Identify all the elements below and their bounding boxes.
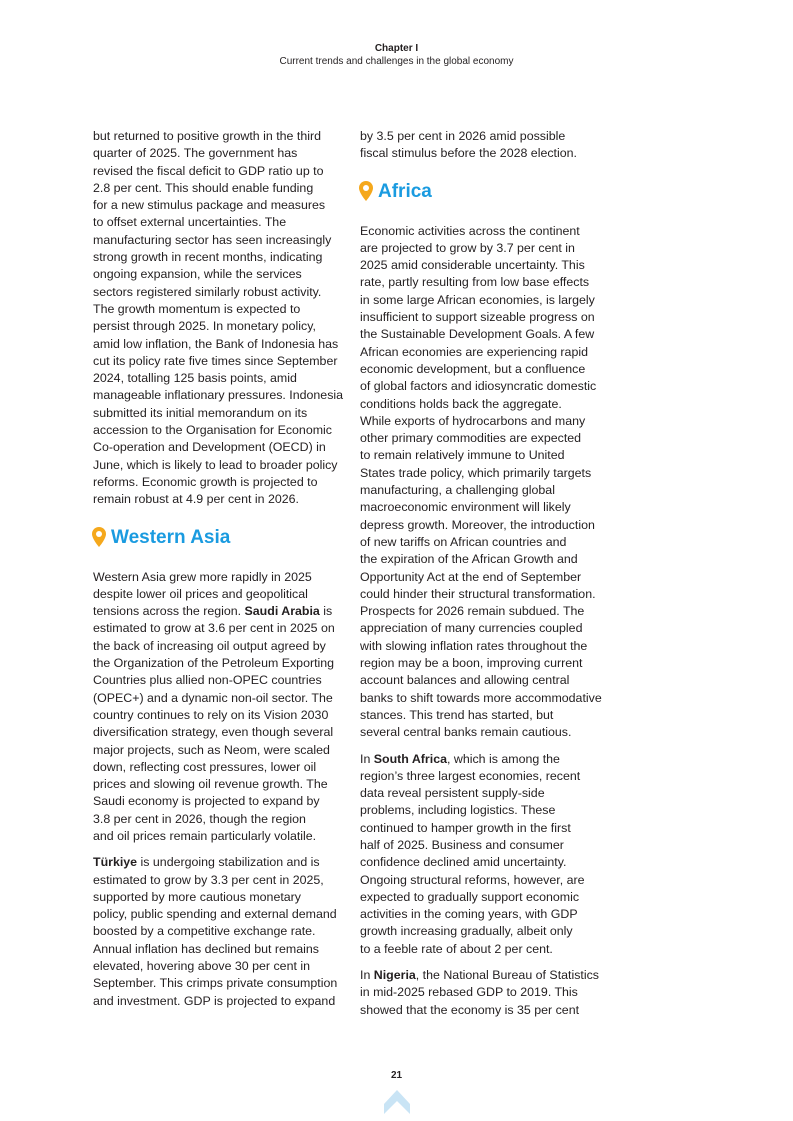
back-to-top-arrow-icon[interactable] [384,1090,410,1114]
running-header [0,42,793,68]
text: Western Asia grew more rapidly in 2025 despite lower oil prices and geopolitical tensions across the region. [93,569,312,619]
bold-country: Saudi Arabia [244,604,320,619]
text: is undergoing stabilization and is estimated to grow by 3.3 per cent in 2025, supported by more cautious monetary policy, public spending and external demand boosted by a competitive exchange rate. Annual inflation has declined but remains elevated, hovering above 30 per cent in September. This crimps private consumption and investment. GDP is projected to expand [93,855,338,1008]
right-column [360,128,630,1028]
text: , which is among the region’s three largest economies, recent data reveal persistent supply-side problems, including logistics. These continued to hamper growth in the first half of 2025. Business and consumer confidence declined amid uncertainty. Ongoing structural reforms, however, are expected to gradually support economic activities in the coming years, with GDP growth increasing gradually, albeit only to a feeble rate of about 2 per cent. [360,751,585,956]
bold-country: South Africa [373,751,447,766]
paragraph: but returned to positive growth in the third quarter of 2025. The government has revised the fiscal deficit to GDP ratio up to 2.8 per cent. This should enable funding for a new stimulus package and measures to offset external uncertainties. The manufacturing sector has seen increasingly strong growth in recent months, indicating ongoing expansion, while the services sectors registered similarly robust activity. The growth momentum is expected to persist through 2025. In monetary policy, amid low inflation, the Bank of Indonesia has cut its policy rate five times since September 2024, totalling 125 basis points, amid manageable inflationary pressures. Indonesia submitted its initial memorandum on its accession to the Organisation for Economic Co-operation and Development (OECD) in June, which is likely to lead to broader policy reforms. Economic growth is projected to remain robust at 4.9 per cent in 2026. [93,129,344,507]
bold-country: Türkiye [93,855,138,870]
chapter-subtitle: Current trends and challenges in the global economy [279,56,514,67]
text: is estimated to grow at 3.6 per cent in 2025 on the back of increasing oil output agreed by the Organization of the Petroleum Exporting Countries plus allied non-OPEC countries (OPEC+) and a dynamic non-oil sector. The country continues to rely on its Vision 2030 diversification strategy, even though several major projects, such as Neom, were scaled down, reflecting cost pressures, lower oil prices and slowing oil revenue growth. The Saudi economy is projected to expand by 3.8 per cent in 2026, though the region and oil prices remain particularly volatile. [93,604,335,843]
page-number: 21 [390,1070,403,1081]
paragraph [360,751,630,959]
bold-country: Nigeria [373,968,416,983]
section-heading-africa [358,177,630,207]
text: In [360,751,374,766]
chapter-label: Chapter I [374,43,419,54]
text: , the National Bureau of Statistics in mid-2025 rebased GDP to 2019. This showed that the economy is 35 per cent [360,968,600,1017]
heading-text: Western Asia [111,526,231,548]
text: In [360,968,374,983]
location-pin-icon [91,526,107,550]
paragraph [93,569,363,846]
paragraph [93,854,363,1010]
section-heading-western-asia [91,523,363,553]
paragraph [360,967,630,1019]
heading-text: Africa [378,180,432,202]
location-pin-icon [358,180,374,204]
left-column [93,128,363,1019]
paragraph: by 3.5 per cent in 2026 amid possible fiscal stimulus before the 2028 election. [360,129,577,161]
paragraph: Economic activities across the continent are projected to grow by 3.7 per cent in 2025 amid considerable uncertainty. This rate, partly resulting from low base effects in some large African economies, is largely insufficient to support sizeable progress on the Sustainable Development Goals. A few African economies are experiencing rapid economic development, but a confluence of global factors and idiosyncratic domestic conditions holds back the aggregate. While exports of hydrocarbons and many other primary commodities are expected to remain relatively immune to United States trade policy, which primarily targets manufacturing, a challenging global macroeconomic environment will likely depress growth. Moreover, the introduction of new tariffs on African countries and the expiration of the African Growth and Opportunity Act at the end of September could hinder their structural transformation. Prospects for 2026 remain subdued. The appreciation of many currencies coupled with slowing inflation rates throughout the region may be a boon, improving current account balances and allowing central banks to shift towards more accommodative stances. This trend has started, but several central banks remain cautious. [360,223,602,740]
